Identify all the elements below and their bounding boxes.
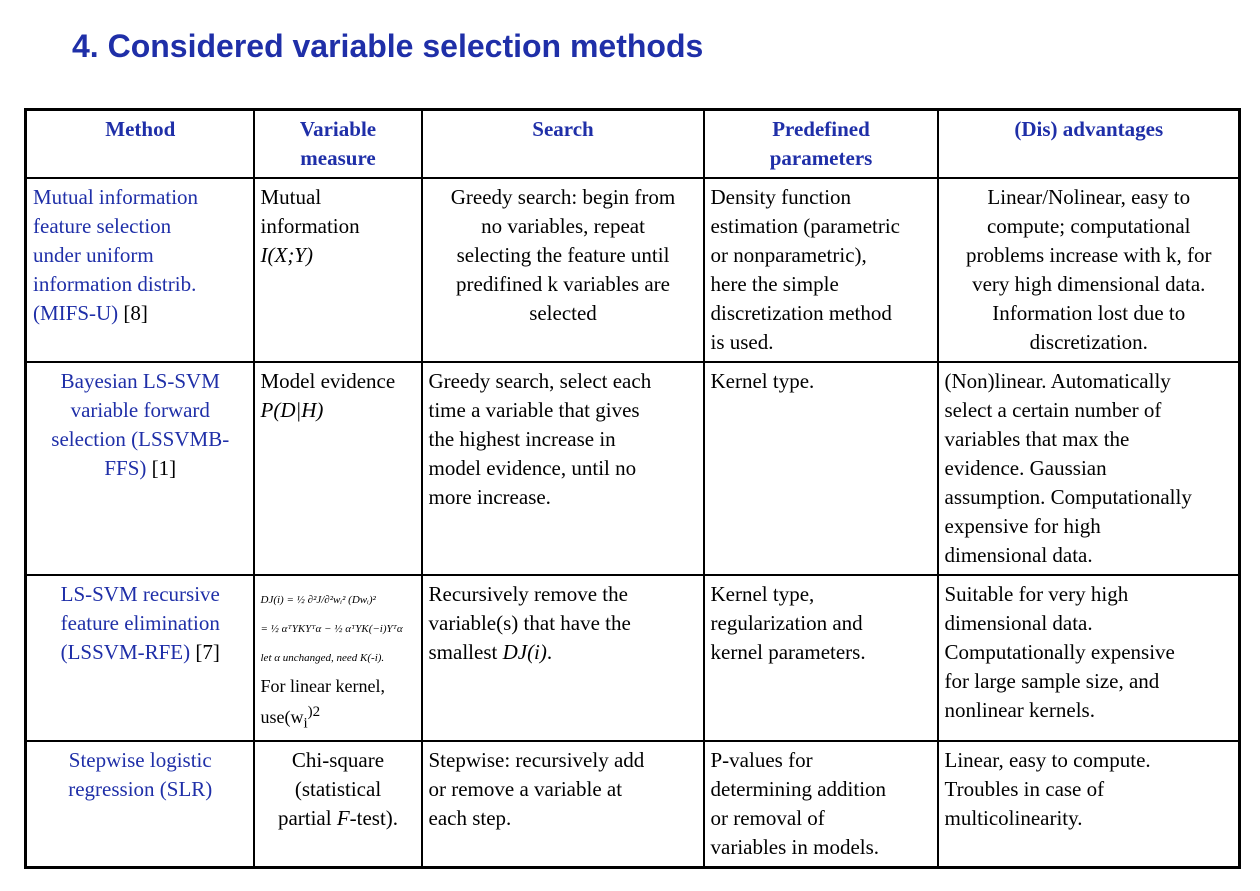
method-cell: LS-SVM recursive feature elimination (LSSVM-RFE) [7] [26,575,254,741]
advantages-cell: Suitable for very high dimensional data. Computationally expensive for large sample size, and nonlinear kernels. [938,575,1240,741]
parameters-cell: P-values for determining addition or removal of variables in models. [704,741,938,868]
method-cell: Bayesian LS-SVM variable forward selection (LSSVMB- FFS) [1] [26,362,254,575]
search-cell: Recursively remove the variable(s) that have the smallest DJ(i). [422,575,704,741]
header-method: Method [26,110,254,179]
header-predefined-parameters: Predefined parameters [704,110,938,179]
header-advantages: (Dis) advantages [938,110,1240,179]
variable-measure-cell: Model evidence P(D|H) [254,362,422,575]
reference: [7] [195,640,220,664]
header-variable-measure: Variable measure [254,110,422,179]
variable-measure-cell: Mutual information I(X;Y) [254,178,422,362]
reference: [1] [151,456,177,480]
search-cell: Greedy search: begin from no variables, repeat selecting the feature until predifined k variables are selected [422,178,704,362]
table-row [26,575,1240,741]
page-title: 4. Considered variable selection methods [72,28,704,64]
measure-formula: P(D|H) [260,398,324,422]
header-row [26,110,1240,179]
search-cell: Greedy search, select each time a variable that gives the highest increase in model evidence, until no more increase. [422,362,704,575]
header-search: Search [422,110,704,179]
advantages-cell: Linear, easy to compute. Troubles in case of multicolinearity. [938,741,1240,868]
method-cell: Mutual information feature selection under uniform information distrib. (MIFS-U) [8] [26,178,254,362]
search-cell: Stepwise: recursively add or remove a variable at each step. [422,741,704,868]
variable-measure-cell: DJ(i) = ½ ∂²J/∂²wᵢ² (Dwᵢ)² = ½ αᵀYKYᵀα − ½ αᵀYK(−i)Yᵀα let α unchanged, need K(-i). For linear kernel, $use(w_i^{)2}$ [254,575,422,741]
table-row [26,741,1240,868]
variable-measure-cell: Chi-square (statistical partial F-test). [254,741,422,868]
parameters-cell: Kernel type. [704,362,938,575]
measure-formula: I(X;Y) [260,243,313,267]
table-row [26,362,1240,575]
advantages-cell: (Non)linear. Automatically select a certain number of variables that max the evidence. Gaussian assumption. Computationally expensive for high dimensional data. [938,362,1240,575]
reference: [8] [123,301,148,325]
methods-table [24,108,1241,869]
advantages-cell: Linear/Nolinear, easy to compute; computational problems increase with k, for very high dimensional data. Information lost due to discretization. [938,178,1240,362]
method-cell: Stepwise logistic regression (SLR) [26,741,254,868]
dj-formula: DJ(i) = ½ ∂²J/∂²wᵢ² (Dwᵢ)² = ½ αᵀYKYᵀα − ½ αᵀYK(−i)Yᵀα let α unchanged, need K(-i). [260,594,403,664]
parameters-cell: Kernel type, regularization and kernel parameters. [704,575,938,741]
table-row [26,178,1240,362]
parameters-cell: Density function estimation (parametric or nonparametric), here the simple discretization method is used. [704,178,938,362]
